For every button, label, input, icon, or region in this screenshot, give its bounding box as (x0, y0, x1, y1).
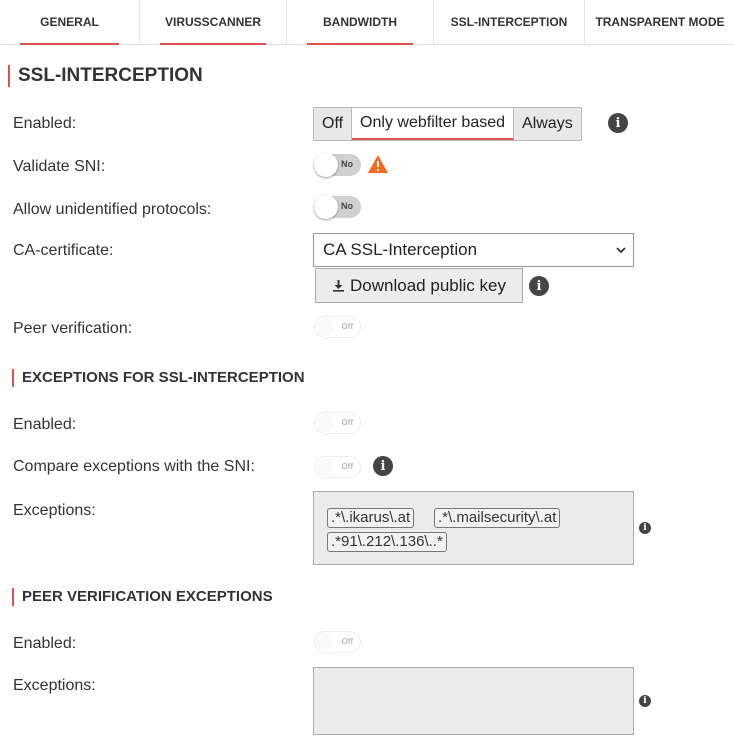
section-title-exceptions: EXCEPTIONS FOR SSL-INTERCEPTION (12, 369, 305, 387)
option-always[interactable]: Always (514, 108, 581, 140)
toggle-text: No (341, 159, 353, 169)
allow-unidentified-toggle[interactable] (314, 196, 361, 218)
toggle-knob (314, 153, 338, 177)
tab-general[interactable] (0, 0, 140, 44)
toggle-text: No (341, 201, 353, 211)
option-only-webfilter[interactable]: Only webfilter based (352, 108, 514, 140)
exception-tag[interactable]: .*\.mailsecurity\.at (434, 508, 560, 528)
validate-sni-label: Validate SNI: (13, 158, 106, 175)
enabled-segmented (313, 107, 582, 141)
tab-label: VIRUSSCANNER (164, 15, 261, 29)
info-icon[interactable]: i (639, 522, 651, 534)
toggle-text: Off (341, 322, 353, 331)
tab-ssl-interception[interactable] (434, 0, 585, 44)
toggle-text: Off (341, 462, 353, 471)
warning-icon (367, 154, 389, 174)
tab-bar (0, 0, 735, 45)
peer-enabled-label: Enabled: (13, 635, 77, 652)
tab-label: BANDWIDTH (323, 15, 397, 29)
exceptions-enabled-label: Enabled: (13, 416, 77, 433)
info-icon[interactable]: i (373, 456, 393, 476)
peer-enabled-toggle[interactable] (314, 631, 361, 653)
compare-sni-toggle[interactable] (314, 456, 361, 478)
exception-tag[interactable]: .*\.ikarus\.at (327, 508, 414, 528)
tab-label: TRANSPARENT MODE (595, 15, 725, 29)
chevron-down-icon (615, 243, 627, 259)
section-title-peer: PEER VERIFICATION EXCEPTIONS (12, 588, 273, 606)
section-title-ssl: SSL-INTERCEPTION (8, 65, 203, 87)
tab-bandwidth[interactable] (287, 0, 434, 44)
ca-certificate-select[interactable] (313, 233, 634, 267)
download-public-key-button[interactable] (315, 268, 523, 303)
toggle-text: Off (341, 418, 353, 427)
toggle-knob (316, 633, 334, 651)
info-icon[interactable]: i (529, 276, 549, 296)
allow-unidentified-label: Allow unidentified protocols: (13, 201, 212, 218)
exceptions-enabled-toggle[interactable] (314, 412, 361, 434)
toggle-knob (314, 195, 338, 219)
peer-verification-label: Peer verification: (13, 320, 133, 337)
info-icon[interactable]: i (639, 695, 651, 707)
enabled-label: Enabled: (13, 115, 77, 132)
ca-certificate-label: CA-certificate: (13, 242, 114, 259)
download-icon (332, 279, 345, 292)
exceptions-tag-input[interactable] (313, 491, 634, 565)
peer-verification-toggle[interactable] (314, 316, 361, 338)
exception-tag[interactable]: .*91\.212\.136\..* (327, 532, 447, 552)
compare-sni-label: Compare exceptions with the SNI: (13, 458, 255, 475)
toggle-knob (316, 318, 334, 336)
exceptions-label: Exceptions: (13, 502, 96, 519)
toggle-knob (316, 414, 334, 432)
select-value: CA SSL-Interception (323, 240, 478, 259)
info-icon[interactable]: i (608, 113, 628, 133)
peer-exceptions-tag-input[interactable] (313, 667, 634, 735)
option-off[interactable]: Off (314, 108, 352, 140)
validate-sni-toggle[interactable] (314, 154, 361, 176)
download-label: Download public key (350, 275, 506, 295)
peer-exceptions-label: Exceptions: (13, 677, 96, 694)
toggle-knob (316, 458, 334, 476)
tab-label: GENERAL (40, 15, 99, 29)
tab-virusscanner[interactable] (140, 0, 287, 44)
toggle-text: Off (341, 637, 353, 646)
tab-transparent-mode[interactable] (585, 0, 735, 44)
tab-label: SSL-INTERCEPTION (450, 15, 568, 29)
